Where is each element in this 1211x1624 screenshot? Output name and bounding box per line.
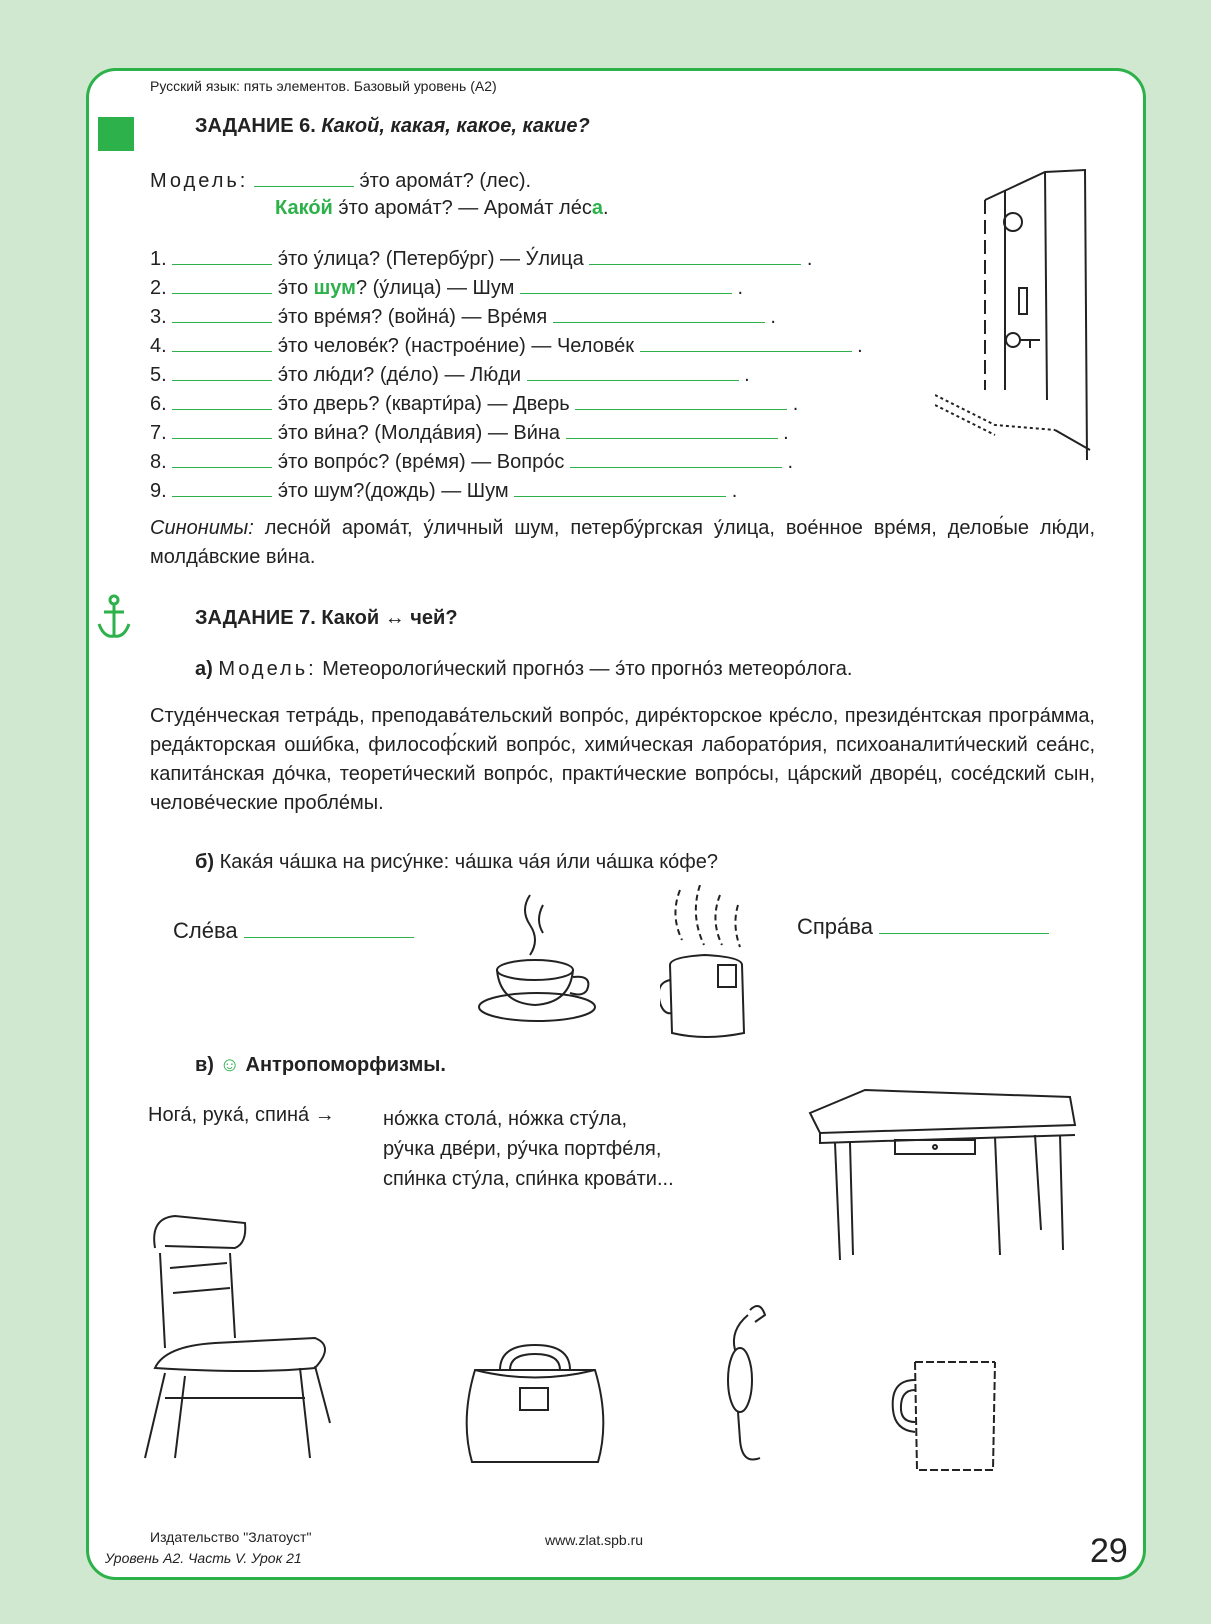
- task6-item-1: 1. э́то у́лица? (Петербу́рг) — У́лица .: [150, 248, 813, 270]
- answer-blank[interactable]: [527, 362, 739, 381]
- answer-blank[interactable]: [520, 275, 732, 294]
- answer-blank[interactable]: [172, 246, 272, 265]
- model-question: э́то арома́т? (лес).: [359, 170, 532, 192]
- lesson-level: Уровень А2. Часть V. Урок 21: [105, 1550, 302, 1566]
- task7c-title: в) ☺ Антропоморфизмы.: [195, 1054, 446, 1076]
- task7b-question: б) Кака́я ча́шка на рису́нке: ча́шка ча́я и́ли ча́шка ко́фе?: [195, 851, 718, 873]
- coffee-cup-drawing: [475, 885, 605, 1035]
- answer-blank[interactable]: [589, 246, 801, 265]
- answer-blank[interactable]: [172, 420, 272, 439]
- door-drawing: [935, 160, 1095, 480]
- task7a-model: а) Модель: Метеорологи́ческий прогно́з — э́то прогно́з метеоро́лога.: [195, 658, 853, 680]
- answer-blank[interactable]: [575, 391, 787, 410]
- task6-item-6: 6. э́то дверь? (кварти́ра) — Дверь .: [150, 393, 799, 415]
- right-answer: Спра́ва: [797, 914, 1049, 940]
- right-blank[interactable]: [879, 915, 1049, 934]
- synonyms: Синонимы: лесно́й арома́т, у́личный шум, петербу́ргская у́лица, вое́нное вре́мя, делов́ые лю́ди, молда́вские ви́на.: [150, 517, 1096, 568]
- tea-mug-drawing: [660, 885, 770, 1045]
- task7-title: ЗАДАНИЕ 7. Какой ↔ чей?: [195, 607, 458, 629]
- answer-blank[interactable]: [172, 304, 272, 323]
- task6-item-9: 9. э́то шум?(дождь) — Шум .: [150, 480, 738, 502]
- task6-item-7: 7. э́то ви́на? (Молда́вия) — Ви́на .: [150, 422, 789, 444]
- answer-blank[interactable]: [172, 362, 272, 381]
- task6-title: ЗАДАНИЕ 6. Какой, какая, какое, какие?: [195, 115, 590, 137]
- answer-blank[interactable]: [640, 333, 852, 352]
- answer-blank[interactable]: [172, 391, 272, 410]
- answer-blank[interactable]: [172, 333, 272, 352]
- anthropo-examples: но́жка стола́, но́жка сту́ла, ру́чка две́ри, ру́чка портфе́ля, спи́нка сту́ла, спи́нка крова́ти...: [383, 1108, 674, 1190]
- task6-item-3: 3. э́то вре́мя? (война́) — Вре́мя .: [150, 306, 776, 328]
- green-square-icon: [98, 117, 134, 151]
- answer-blank[interactable]: [172, 275, 272, 294]
- table-drawing: [805, 1085, 1085, 1265]
- task6-item-5: 5. э́то лю́ди? (де́ло) — Лю́ди .: [150, 364, 750, 386]
- left-blank[interactable]: [244, 919, 414, 938]
- model-label: Модель:: [150, 170, 249, 192]
- left-answer: Сле́ва: [173, 918, 414, 944]
- chair-drawing: [135, 1208, 355, 1468]
- page-number: 29: [1090, 1532, 1128, 1570]
- task6-item-4: 4. э́то челове́к? (настрое́ние) — Челове́к .: [150, 335, 863, 357]
- website-link[interactable]: www.zlat.spb.ru: [545, 1532, 644, 1548]
- answer-blank[interactable]: [570, 449, 782, 468]
- answer-blank[interactable]: [514, 478, 726, 497]
- anthropo-left: Нога́, рука́, спина́ →: [148, 1104, 335, 1126]
- mug-drawing: [885, 1350, 1005, 1480]
- door-handle-drawing: [710, 1300, 780, 1480]
- answer-blank[interactable]: [172, 449, 272, 468]
- anchor-icon: [96, 594, 132, 640]
- course-header: Русский язык: пять элементов. Базовый уровень (А2): [150, 78, 497, 94]
- model-blank[interactable]: [254, 168, 354, 187]
- answer-blank[interactable]: [566, 420, 778, 439]
- task7a-paragraph: Студе́нческая тетра́дь, преподава́тельский вопро́с, дире́кторское кре́сло, президе́нтская програ́мма, реда́кторская оши́бка, философ́ский вопро́с, хими́ческая лаборато́рия, психоаналити́ческий сеа́нс, капита́нская до́чка, теорети́ческий вопро́с, практи́ческие вопро́сы, ца́рский дворе́ц, сосе́дский сын, челове́ческие пробле́мы.: [150, 705, 1095, 814]
- task6-model-line: [150, 168, 531, 193]
- publisher: Издательство "Златоуст": [150, 1529, 312, 1545]
- smile-icon: ☺: [219, 1054, 240, 1076]
- answer-blank[interactable]: [553, 304, 765, 323]
- briefcase-drawing: [450, 1340, 620, 1470]
- answer-blank[interactable]: [172, 478, 272, 497]
- task6-model-answer: Како́й э́то арома́т? — Арома́т ле́са.: [275, 197, 609, 219]
- task6-item-2: 2. э́то шум? (у́лица) — Шум .: [150, 277, 744, 299]
- task6-item-8: 8. э́то вопро́с? (вре́мя) — Вопро́с .: [150, 451, 794, 473]
